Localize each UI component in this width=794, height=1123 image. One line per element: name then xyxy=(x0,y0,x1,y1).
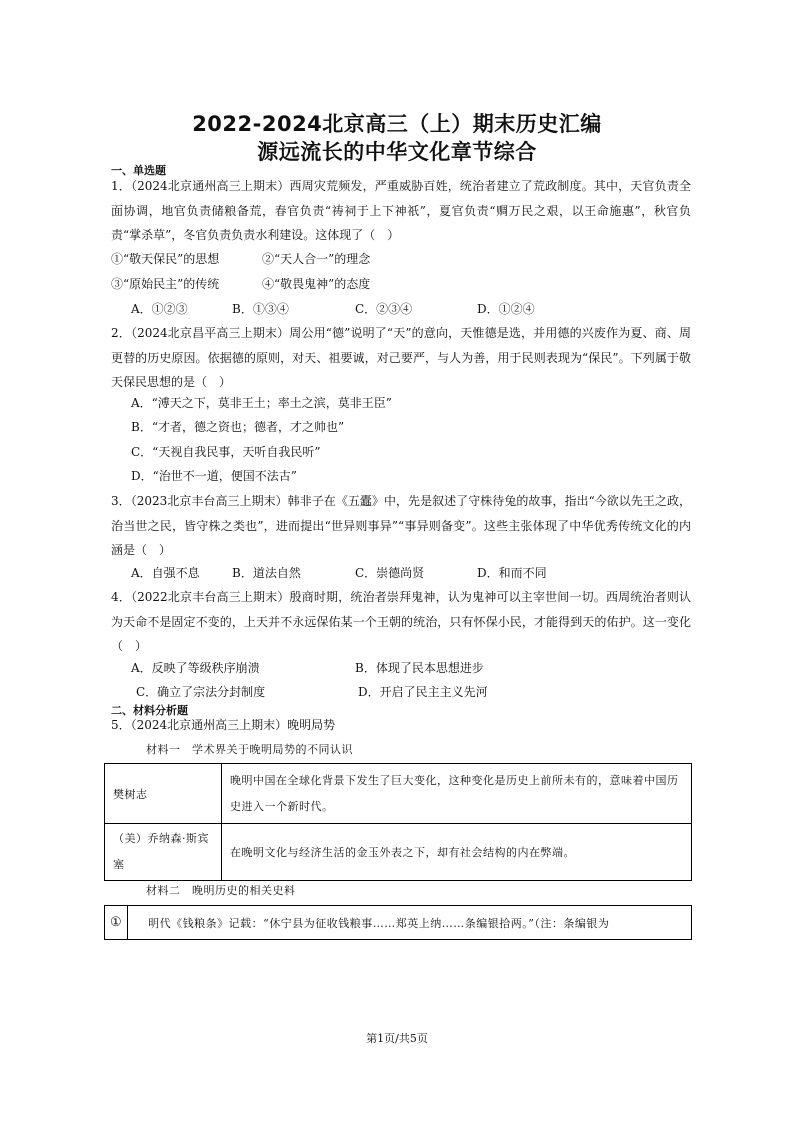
question-5-stem: 5．（2024北京通州高三上期末）晚明局势 xyxy=(111,718,336,732)
table-row xyxy=(105,764,692,824)
question-4-stem: 4．（2022北京丰台高三上期末）殷商时期，统治者崇拜鬼神，认为鬼神可以主宰世间一切。西周统治者则认为天命不是固定不变的，上天并不永远保佑某一个王朝的统治，只有怀保小民，才能得到天的佑护。这一变化（ ） xyxy=(111,590,691,653)
question-2-option-c: C．“天视自我民事，天听自我民听” xyxy=(131,445,321,459)
question-4-option-d: D．开启了民主主义先河 xyxy=(358,685,488,699)
question-1-item-4: ④“敬畏鬼神”的态度 xyxy=(262,277,371,291)
question-1-item-1: ①“敬天保民”的思想 xyxy=(111,252,220,266)
doc-subtitle: 源远流长的中华文化章节综合 xyxy=(257,140,537,164)
question-4-option-c: C．确立了宗法分封制度 xyxy=(136,685,266,699)
question-1-option-b: B．①③④ xyxy=(232,302,289,316)
table-cell-scholar: 樊树志 xyxy=(105,764,222,824)
table-cell-source: 明代《钱粮条》记载：“休宁县为征收钱粮事……郑英上纳……条编银拾两。”（注：条编银为 xyxy=(128,906,692,940)
table-row xyxy=(105,824,692,881)
question-3-stem: 3．（2023北京丰台高三上期末）韩非子在《五蠹》中，先是叙述了守株待兔的故事，指出“今欲以先王之政，治当世之民，皆守株之类也”，进而提出“世异则事异”“事异则备变”。这些主张体现了中华优秀传统文化的内涵是（ ） xyxy=(111,494,691,557)
section-heading-single-choice: 一、单选题 xyxy=(111,164,166,177)
table-cell-number: ① xyxy=(105,906,128,940)
section-heading-material-analysis: 二、材料分析题 xyxy=(111,704,188,717)
table-row xyxy=(105,906,692,940)
doc-title: 2022-2024北京高三（上）期末历史汇编 xyxy=(192,112,602,136)
question-1-option-a: A．①②③ xyxy=(131,302,188,316)
question-2-option-d: D．“治世不一道，便国不法古” xyxy=(131,469,297,483)
question-4-option-b: B．体现了民本思想进步 xyxy=(355,661,484,675)
question-2-option-a: A．“溥天之下，莫非王土；率土之滨，莫非王臣” xyxy=(131,396,392,410)
material-1-label: 材料一 学术界关于晚明局势的不同认识 xyxy=(146,743,353,756)
material-2-label: 材料二 晚明历史的相关史料 xyxy=(146,884,296,897)
question-1-option-d: D．①②④ xyxy=(477,302,535,316)
question-1-stem: 1．（2024北京通州高三上期末）西周灾荒频发，严重威胁百姓，统治者建立了荒政制度。其中，天官负责全面协调，地官负责储粮备荒，春官负责“祷祠于上下神祇”，夏官负责“赒万民之艰，以王命施惠”，秋官负责“掌杀草”，冬官负责负责水利建设。这体现了（ ） xyxy=(111,179,691,242)
page-number: 第1页/共5页 xyxy=(366,1032,428,1045)
table-cell-view: 在晚明文化与经济生活的金玉外表之下，却有社会结构的内在弊端。 xyxy=(222,824,692,881)
question-3-option-c: C．崇德尚贤 xyxy=(355,566,425,580)
question-1-item-2: ②“天人合一”的理念 xyxy=(262,252,371,266)
material-1-table xyxy=(104,763,692,881)
question-2-stem: 2．（2024北京昌平高三上期末）周公用“德”说明了“天”的意向，天惟德是选，并用德的兴废作为夏、商、周更替的历史原因。依据德的原则，对天、祖要诚，对己要严，与人为善，用于民则表现为“保民”。下列属于敬天保民思想的是（ ） xyxy=(111,326,691,389)
question-2-option-b: B．“才者，德之资也；德者，才之帅也” xyxy=(131,420,345,434)
question-3-option-b: B．道法自然 xyxy=(232,566,301,580)
table-cell-scholar: （美）乔纳森·斯宾塞 xyxy=(105,824,222,881)
question-3-option-a: A．自强不息 xyxy=(131,566,200,580)
table-cell-view: 晚明中国在全球化背景下发生了巨大变化，这种变化是历史上前所未有的，意味着中国历史进入一个新时代。 xyxy=(222,764,692,824)
question-4-option-a: A．反映了等级秩序崩溃 xyxy=(131,661,260,675)
question-3-option-d: D．和而不同 xyxy=(477,566,547,580)
question-1-item-3: ③“原始民主”的传统 xyxy=(111,277,220,291)
material-2-table xyxy=(104,905,692,940)
question-1-option-c: C．②③④ xyxy=(355,302,413,316)
